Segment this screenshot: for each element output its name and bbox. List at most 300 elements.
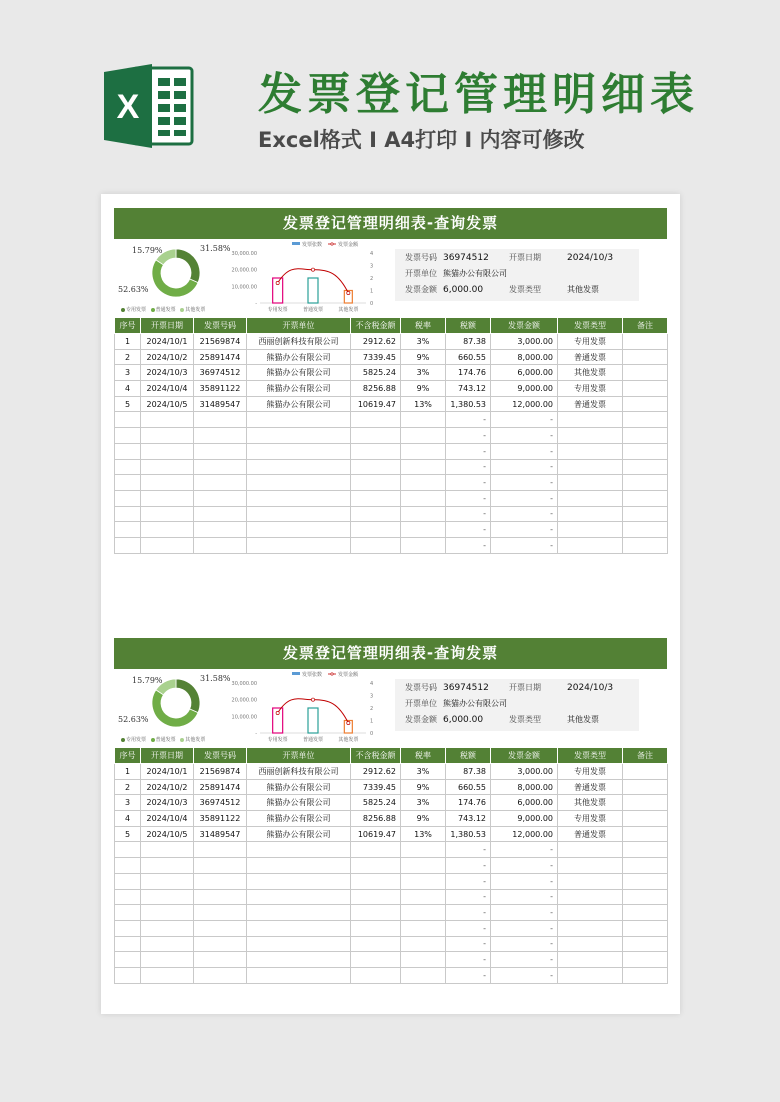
legend-entry: 普通发票	[155, 307, 176, 313]
table-cell[interactable]: 2	[115, 349, 141, 365]
table-cell[interactable]: -	[446, 873, 491, 889]
table-cell[interactable]: 660.55	[446, 779, 491, 795]
table-cell[interactable]	[115, 905, 141, 921]
table-cell[interactable]: 7339.45	[351, 349, 401, 365]
column-header: 不含税金额	[351, 748, 401, 764]
table-cell[interactable]	[401, 842, 446, 858]
table-cell[interactable]	[623, 522, 668, 538]
table-cell[interactable]: -	[491, 522, 558, 538]
legend-entry: 普通发票	[155, 737, 176, 743]
table-cell[interactable]	[558, 889, 623, 905]
table-cell[interactable]	[115, 522, 141, 538]
table-cell[interactable]	[623, 842, 668, 858]
table-cell[interactable]	[401, 522, 446, 538]
table-cell[interactable]: 熊猫办公有限公司	[247, 349, 351, 365]
table-cell[interactable]	[115, 889, 141, 905]
table-cell[interactable]: 87.38	[446, 334, 491, 350]
table-cell[interactable]: -	[446, 858, 491, 874]
table-cell[interactable]	[401, 537, 446, 553]
table-cell[interactable]: 3%	[401, 795, 446, 811]
table-cell[interactable]	[115, 537, 141, 553]
table-cell[interactable]	[351, 522, 401, 538]
table-cell[interactable]	[351, 537, 401, 553]
table-cell[interactable]: 普通发票	[558, 396, 623, 412]
table-cell[interactable]: 31489547	[194, 396, 247, 412]
table-cell[interactable]: 2024/10/4	[141, 381, 194, 397]
table-cell[interactable]	[194, 873, 247, 889]
table-cell[interactable]: -	[491, 889, 558, 905]
table-cell[interactable]	[247, 428, 351, 444]
table-cell[interactable]: 25891474	[194, 779, 247, 795]
table-cell[interactable]: 熊猫办公有限公司	[247, 826, 351, 842]
table-cell[interactable]: 174.76	[446, 795, 491, 811]
table-cell[interactable]	[558, 842, 623, 858]
table-cell[interactable]: -	[446, 412, 491, 428]
table-cell[interactable]: -	[491, 490, 558, 506]
table-cell[interactable]	[247, 490, 351, 506]
table-cell[interactable]: -	[446, 459, 491, 475]
table-cell[interactable]: 3%	[401, 365, 446, 381]
table-cell[interactable]: -	[491, 936, 558, 952]
table-cell[interactable]	[623, 459, 668, 475]
column-header: 不含税金额	[351, 318, 401, 334]
table-cell[interactable]	[401, 490, 446, 506]
table-cell[interactable]	[558, 967, 623, 983]
table-cell[interactable]: 12,000.00	[491, 396, 558, 412]
table-cell[interactable]	[401, 858, 446, 874]
table-cell[interactable]: 4	[115, 381, 141, 397]
table-cell[interactable]	[558, 936, 623, 952]
table-cell[interactable]	[351, 936, 401, 952]
table-cell[interactable]	[623, 490, 668, 506]
table-cell[interactable]	[623, 967, 668, 983]
table-cell[interactable]: 3%	[401, 334, 446, 350]
table-cell[interactable]	[247, 905, 351, 921]
table-cell[interactable]	[401, 428, 446, 444]
table-cell[interactable]: 专用发票	[558, 381, 623, 397]
table-cell[interactable]	[141, 952, 194, 968]
table-cell[interactable]	[247, 842, 351, 858]
table-cell[interactable]: 熊猫办公有限公司	[247, 811, 351, 827]
invoice-no-input[interactable]: 36974512	[443, 683, 489, 693]
table-cell[interactable]: -	[446, 537, 491, 553]
table-cell[interactable]: 2024/10/2	[141, 349, 194, 365]
table-cell[interactable]: 9,000.00	[491, 811, 558, 827]
table-cell[interactable]	[351, 428, 401, 444]
table-cell[interactable]: 专用发票	[558, 334, 623, 350]
table-cell[interactable]	[623, 334, 668, 350]
table-cell[interactable]	[141, 905, 194, 921]
table-cell[interactable]	[247, 967, 351, 983]
table-cell[interactable]: 8256.88	[351, 381, 401, 397]
table-cell[interactable]: 专用发票	[558, 811, 623, 827]
table-cell[interactable]	[558, 952, 623, 968]
table-cell[interactable]	[623, 412, 668, 428]
table-cell[interactable]: 35891122	[194, 811, 247, 827]
table-cell[interactable]: 西丽创新科技有限公司	[247, 764, 351, 780]
table-cell[interactable]	[194, 522, 247, 538]
table-cell[interactable]: 10619.47	[351, 396, 401, 412]
table-cell[interactable]: -	[491, 459, 558, 475]
table-cell[interactable]	[247, 920, 351, 936]
table-cell[interactable]	[247, 475, 351, 491]
table-cell[interactable]: 其他发票	[558, 795, 623, 811]
table-cell[interactable]	[247, 889, 351, 905]
table-cell[interactable]: 1,380.53	[446, 826, 491, 842]
invoice-no-input[interactable]: 36974512	[443, 253, 489, 263]
table-cell[interactable]	[115, 936, 141, 952]
table-cell[interactable]	[247, 459, 351, 475]
table-cell[interactable]	[401, 443, 446, 459]
table-cell[interactable]	[115, 475, 141, 491]
table-cell[interactable]	[115, 858, 141, 874]
table-cell[interactable]	[141, 428, 194, 444]
table-cell[interactable]: 2024/10/3	[141, 365, 194, 381]
table-cell[interactable]	[194, 905, 247, 921]
table-cell[interactable]: 5825.24	[351, 365, 401, 381]
table-cell[interactable]	[115, 506, 141, 522]
table-cell[interactable]	[351, 506, 401, 522]
table-cell[interactable]: 8256.88	[351, 811, 401, 827]
table-cell[interactable]: 743.12	[446, 811, 491, 827]
table-cell[interactable]: -	[446, 506, 491, 522]
table-row	[115, 412, 668, 428]
table-cell[interactable]	[623, 764, 668, 780]
table-cell[interactable]	[558, 412, 623, 428]
table-cell[interactable]	[247, 522, 351, 538]
table-cell[interactable]	[401, 905, 446, 921]
table-cell[interactable]: 743.12	[446, 381, 491, 397]
table-cell[interactable]: 8,000.00	[491, 349, 558, 365]
table-cell[interactable]: 8,000.00	[491, 779, 558, 795]
table-cell[interactable]	[141, 443, 194, 459]
table-cell[interactable]: 熊猫办公有限公司	[247, 779, 351, 795]
table-cell[interactable]: 3,000.00	[491, 334, 558, 350]
table-cell[interactable]	[623, 795, 668, 811]
table-cell[interactable]: -	[446, 936, 491, 952]
table-cell[interactable]: -	[491, 428, 558, 444]
table-cell[interactable]: 3	[115, 795, 141, 811]
table-cell[interactable]	[141, 490, 194, 506]
table-cell[interactable]	[194, 858, 247, 874]
table-cell[interactable]	[115, 412, 141, 428]
table-cell[interactable]: 2024/10/4	[141, 811, 194, 827]
table-cell[interactable]	[623, 920, 668, 936]
table-cell[interactable]	[623, 952, 668, 968]
table-cell[interactable]	[623, 936, 668, 952]
table-cell[interactable]	[351, 490, 401, 506]
table-cell[interactable]: 5	[115, 826, 141, 842]
table-cell[interactable]	[623, 873, 668, 889]
table-cell[interactable]: 专用发票	[558, 764, 623, 780]
table-row	[115, 764, 668, 780]
table-cell[interactable]	[351, 412, 401, 428]
table-cell[interactable]: 6,000.00	[491, 795, 558, 811]
table-cell[interactable]	[141, 889, 194, 905]
table-cell[interactable]: -	[446, 522, 491, 538]
table-cell[interactable]	[558, 428, 623, 444]
table-cell[interactable]	[351, 842, 401, 858]
table-cell[interactable]	[401, 920, 446, 936]
table-cell[interactable]: -	[446, 475, 491, 491]
table-cell[interactable]: 2024/10/3	[141, 795, 194, 811]
table-cell[interactable]	[194, 936, 247, 952]
table-cell[interactable]: 2912.62	[351, 764, 401, 780]
table-cell[interactable]	[623, 428, 668, 444]
table-cell[interactable]	[194, 428, 247, 444]
legend-entry: 其他发票	[185, 307, 206, 313]
table-cell[interactable]	[141, 506, 194, 522]
table-cell[interactable]	[194, 967, 247, 983]
table-cell[interactable]	[623, 779, 668, 795]
table-cell[interactable]: -	[446, 889, 491, 905]
table-cell[interactable]	[194, 889, 247, 905]
table-cell[interactable]	[558, 475, 623, 491]
table-cell[interactable]	[558, 537, 623, 553]
table-cell[interactable]	[558, 858, 623, 874]
table-cell[interactable]	[115, 459, 141, 475]
table-cell[interactable]	[247, 506, 351, 522]
column-header: 备注	[623, 748, 668, 764]
table-cell[interactable]: 5	[115, 396, 141, 412]
table-cell[interactable]	[623, 365, 668, 381]
table-cell[interactable]: 7339.45	[351, 779, 401, 795]
table-cell[interactable]: 1,380.53	[446, 396, 491, 412]
table-cell[interactable]	[623, 396, 668, 412]
table-cell[interactable]	[558, 490, 623, 506]
table-cell[interactable]	[623, 475, 668, 491]
table-cell[interactable]	[247, 873, 351, 889]
table-row	[115, 920, 668, 936]
y-tick-label: -	[255, 731, 257, 737]
table-cell[interactable]: 2024/10/5	[141, 396, 194, 412]
table-cell[interactable]	[623, 443, 668, 459]
amount-value: 6,000.00	[443, 285, 484, 295]
table-cell[interactable]	[141, 873, 194, 889]
table-cell[interactable]: 4	[115, 811, 141, 827]
table-cell[interactable]: 9%	[401, 381, 446, 397]
table-cell[interactable]	[401, 873, 446, 889]
table-cell[interactable]: -	[491, 412, 558, 428]
table-cell[interactable]: 2024/10/1	[141, 334, 194, 350]
table-cell[interactable]	[115, 873, 141, 889]
table-cell[interactable]: 660.55	[446, 349, 491, 365]
table-cell[interactable]: 1	[115, 334, 141, 350]
y-tick-label: 20,000.00	[231, 697, 257, 704]
table-cell[interactable]	[351, 920, 401, 936]
table-cell[interactable]: -	[491, 443, 558, 459]
table-cell[interactable]	[623, 381, 668, 397]
table-cell[interactable]	[115, 443, 141, 459]
table-cell[interactable]: -	[491, 905, 558, 921]
table-cell[interactable]: -	[446, 490, 491, 506]
table-cell[interactable]	[558, 920, 623, 936]
table-cell[interactable]: 西丽创新科技有限公司	[247, 334, 351, 350]
table-cell[interactable]: 35891122	[194, 381, 247, 397]
x-tick-label: 其他发票	[338, 307, 359, 313]
table-cell[interactable]: -	[446, 842, 491, 858]
table-cell[interactable]: 10619.47	[351, 826, 401, 842]
table-cell[interactable]: -	[446, 905, 491, 921]
column-header: 发票金额	[491, 748, 558, 764]
table-cell[interactable]	[623, 349, 668, 365]
table-cell[interactable]: 2024/10/1	[141, 764, 194, 780]
table-cell[interactable]	[115, 490, 141, 506]
table-cell[interactable]	[194, 475, 247, 491]
table-cell[interactable]	[401, 889, 446, 905]
table-cell[interactable]	[247, 936, 351, 952]
table-cell[interactable]	[247, 952, 351, 968]
table-cell[interactable]: 9%	[401, 779, 446, 795]
table-cell[interactable]: 2	[115, 779, 141, 795]
table-cell[interactable]: -	[446, 428, 491, 444]
table-cell[interactable]	[141, 967, 194, 983]
table-cell[interactable]	[558, 905, 623, 921]
table-cell[interactable]	[623, 811, 668, 827]
table-cell[interactable]	[351, 967, 401, 983]
table-cell[interactable]	[194, 952, 247, 968]
table-cell[interactable]	[115, 952, 141, 968]
table-cell[interactable]: 1	[115, 764, 141, 780]
table-cell[interactable]: 普通发票	[558, 826, 623, 842]
table-cell[interactable]	[351, 475, 401, 491]
table-cell[interactable]	[194, 490, 247, 506]
table-cell[interactable]: 36974512	[194, 795, 247, 811]
table-cell[interactable]: 6,000.00	[491, 365, 558, 381]
table-cell[interactable]: -	[491, 952, 558, 968]
table-cell[interactable]: 3	[115, 365, 141, 381]
table-cell[interactable]	[141, 522, 194, 538]
table-cell[interactable]: 熊猫办公有限公司	[247, 365, 351, 381]
table-cell[interactable]	[194, 443, 247, 459]
table-cell[interactable]: -	[491, 967, 558, 983]
table-cell[interactable]: 25891474	[194, 349, 247, 365]
table-cell[interactable]: 3%	[401, 764, 446, 780]
table-cell[interactable]: 2024/10/5	[141, 826, 194, 842]
table-cell[interactable]: 36974512	[194, 365, 247, 381]
table-cell[interactable]	[194, 412, 247, 428]
y2-tick-label: 1	[370, 288, 374, 295]
table-cell[interactable]	[115, 920, 141, 936]
table-cell[interactable]	[401, 952, 446, 968]
table-cell[interactable]	[141, 858, 194, 874]
table-cell[interactable]: -	[491, 475, 558, 491]
table-cell[interactable]	[141, 537, 194, 553]
table-cell[interactable]: 熊猫办公有限公司	[247, 396, 351, 412]
combo-chart	[226, 669, 388, 747]
table-cell[interactable]	[401, 475, 446, 491]
table-cell[interactable]	[623, 905, 668, 921]
table-cell[interactable]: 9%	[401, 811, 446, 827]
table-cell[interactable]: -	[491, 506, 558, 522]
table-cell[interactable]: -	[491, 537, 558, 553]
invoice-table	[114, 747, 668, 984]
table-cell[interactable]: 31489547	[194, 826, 247, 842]
table-cell[interactable]	[141, 459, 194, 475]
table-cell[interactable]	[558, 506, 623, 522]
table-cell[interactable]: -	[446, 443, 491, 459]
table-cell[interactable]: 174.76	[446, 365, 491, 381]
table-cell[interactable]	[623, 889, 668, 905]
table-cell[interactable]: 熊猫办公有限公司	[247, 795, 351, 811]
table-cell[interactable]: 熊猫办公有限公司	[247, 381, 351, 397]
table-cell[interactable]	[194, 842, 247, 858]
table-cell[interactable]	[351, 952, 401, 968]
table-cell[interactable]	[351, 889, 401, 905]
table-cell[interactable]: 12,000.00	[491, 826, 558, 842]
table-cell[interactable]	[401, 412, 446, 428]
table-cell[interactable]	[351, 858, 401, 874]
table-cell[interactable]	[194, 537, 247, 553]
table-cell[interactable]	[623, 537, 668, 553]
table-cell[interactable]: 2024/10/2	[141, 779, 194, 795]
table-cell[interactable]: 普通发票	[558, 349, 623, 365]
table-row	[115, 490, 668, 506]
table-cell[interactable]	[401, 506, 446, 522]
table-cell[interactable]	[401, 936, 446, 952]
table-cell[interactable]: -	[491, 873, 558, 889]
table-cell[interactable]	[141, 842, 194, 858]
table-cell[interactable]	[247, 412, 351, 428]
table-cell[interactable]: -	[491, 842, 558, 858]
table-cell[interactable]	[141, 936, 194, 952]
table-cell[interactable]: -	[491, 920, 558, 936]
table-cell[interactable]	[247, 858, 351, 874]
table-cell[interactable]	[351, 443, 401, 459]
table-cell[interactable]	[141, 920, 194, 936]
table-cell[interactable]: 3,000.00	[491, 764, 558, 780]
table-cell[interactable]	[247, 443, 351, 459]
table-cell[interactable]	[623, 858, 668, 874]
table-cell[interactable]	[115, 842, 141, 858]
table-cell[interactable]: -	[491, 858, 558, 874]
table-cell[interactable]	[247, 537, 351, 553]
table-cell[interactable]	[194, 920, 247, 936]
table-cell[interactable]	[141, 412, 194, 428]
table-cell[interactable]	[351, 905, 401, 921]
table-cell[interactable]	[623, 506, 668, 522]
table-cell[interactable]: 普通发票	[558, 779, 623, 795]
table-cell[interactable]	[623, 826, 668, 842]
table-cell[interactable]	[194, 459, 247, 475]
table-cell[interactable]	[351, 459, 401, 475]
table-cell[interactable]: 其他发票	[558, 365, 623, 381]
table-cell[interactable]: 21569874	[194, 764, 247, 780]
table-cell[interactable]	[351, 873, 401, 889]
table-cell[interactable]	[194, 506, 247, 522]
table-cell[interactable]: -	[446, 952, 491, 968]
table-cell[interactable]: -	[446, 920, 491, 936]
table-cell[interactable]	[401, 459, 446, 475]
table-cell[interactable]	[558, 873, 623, 889]
table-cell[interactable]: 13%	[401, 396, 446, 412]
table-cell[interactable]: 87.38	[446, 764, 491, 780]
table-cell[interactable]	[558, 522, 623, 538]
table-cell[interactable]: -	[446, 967, 491, 983]
table-cell[interactable]: 9%	[401, 349, 446, 365]
table-cell[interactable]: 9,000.00	[491, 381, 558, 397]
table-cell[interactable]: 13%	[401, 826, 446, 842]
table-cell[interactable]	[115, 967, 141, 983]
table-cell[interactable]	[558, 443, 623, 459]
table-cell[interactable]	[558, 459, 623, 475]
table-cell[interactable]: 2912.62	[351, 334, 401, 350]
table-cell[interactable]	[401, 967, 446, 983]
table-cell[interactable]: 21569874	[194, 334, 247, 350]
table-cell[interactable]	[141, 475, 194, 491]
table-cell[interactable]: 5825.24	[351, 795, 401, 811]
table-cell[interactable]	[115, 428, 141, 444]
